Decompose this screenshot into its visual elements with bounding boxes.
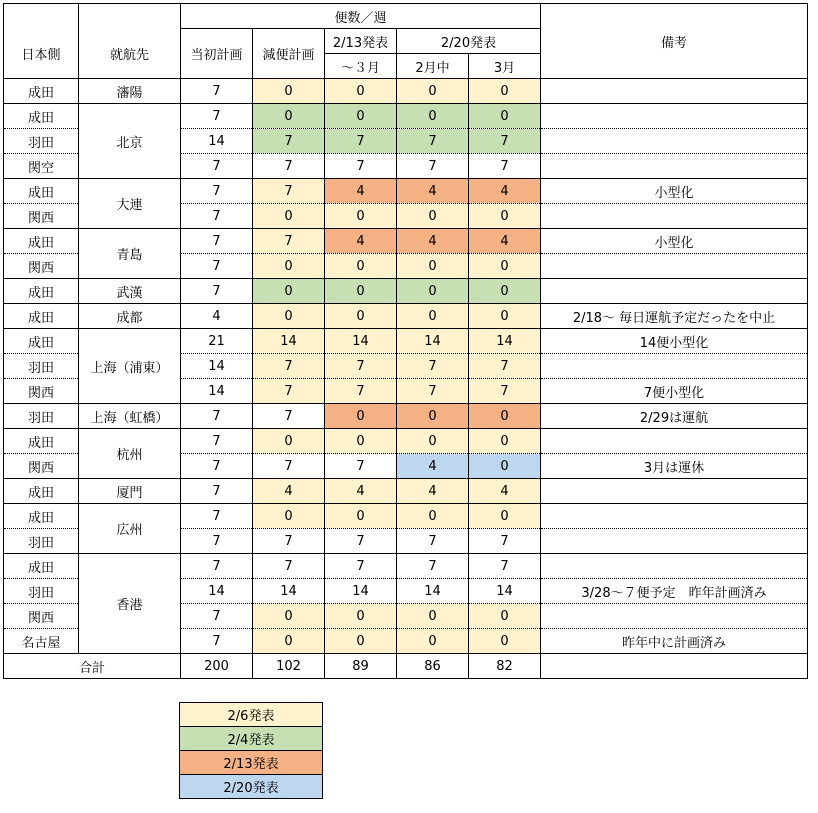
march-cell: 0 (469, 404, 541, 429)
initial-plan-cell: 7 (181, 554, 253, 579)
until-march-cell: 0 (325, 104, 397, 129)
reduced-plan-cell: 0 (253, 429, 325, 454)
march-cell: 0 (469, 279, 541, 304)
in-feb-cell: 0 (397, 304, 469, 329)
header-initial-plan: 当初計画 (181, 29, 253, 79)
destination-cell: 香港 (79, 554, 181, 654)
initial-plan-cell: 14 (181, 129, 253, 154)
march-cell: 7 (469, 529, 541, 554)
destination-cell: 上海（虹橋） (79, 404, 181, 429)
in-feb-cell: 7 (397, 554, 469, 579)
in-feb-cell: 4 (397, 454, 469, 479)
japan-side-cell: 羽田 (4, 129, 79, 154)
until-march-cell: 7 (325, 129, 397, 154)
japan-side-cell: 成田 (4, 504, 79, 529)
reduced-plan-cell: 7 (253, 554, 325, 579)
remarks-cell (541, 204, 808, 229)
japan-side-cell: 羽田 (4, 404, 79, 429)
japan-side-cell: 成田 (4, 79, 79, 104)
reduced-plan-cell: 0 (253, 604, 325, 629)
table-row (4, 429, 808, 454)
in-feb-cell: 0 (397, 79, 469, 104)
initial-plan-cell: 14 (181, 579, 253, 604)
in-feb-cell: 0 (397, 204, 469, 229)
japan-side-cell: 関西 (4, 254, 79, 279)
initial-plan-cell: 7 (181, 279, 253, 304)
header-march: 3月 (469, 54, 541, 79)
initial-plan-cell: 14 (181, 354, 253, 379)
in-feb-cell: 0 (397, 629, 469, 654)
japan-side-cell: 関西 (4, 454, 79, 479)
initial-plan-cell: 7 (181, 179, 253, 204)
table-row (4, 404, 808, 429)
remarks-cell: 3月は運休 (541, 454, 808, 479)
until-march-cell: 7 (325, 379, 397, 404)
initial-plan-cell: 21 (181, 329, 253, 354)
legend-item: 2/4発表 (180, 727, 323, 751)
japan-side-cell: 羽田 (4, 354, 79, 379)
reduced-plan-cell: 0 (253, 254, 325, 279)
march-cell: 0 (469, 504, 541, 529)
march-cell: 0 (469, 204, 541, 229)
initial-plan-cell: 7 (181, 429, 253, 454)
remarks-cell (541, 354, 808, 379)
march-cell: 14 (469, 579, 541, 604)
header-japan-side: 日本側 (4, 29, 79, 79)
march-cell: 4 (469, 179, 541, 204)
japan-side-cell: 成田 (4, 479, 79, 504)
reduced-plan-cell: 0 (253, 504, 325, 529)
initial-plan-cell: 14 (181, 379, 253, 404)
legend-item: 2/20発表 (180, 775, 323, 799)
reduced-plan-cell: 0 (253, 104, 325, 129)
table-row (4, 329, 808, 354)
march-cell: 7 (469, 354, 541, 379)
header-in-feb: 2月中 (397, 54, 469, 79)
until-march-cell: 4 (325, 179, 397, 204)
reduced-plan-cell: 7 (253, 354, 325, 379)
reduced-plan-cell: 0 (253, 279, 325, 304)
japan-side-cell: 羽田 (4, 579, 79, 604)
japan-side-cell: 成田 (4, 229, 79, 254)
japan-side-cell: 成田 (4, 554, 79, 579)
in-feb-cell: 0 (397, 279, 469, 304)
march-cell: 0 (469, 454, 541, 479)
in-feb-cell: 0 (397, 404, 469, 429)
remarks-cell (541, 79, 808, 104)
japan-side-cell: 成田 (4, 104, 79, 129)
japan-side-cell: 成田 (4, 329, 79, 354)
reduced-plan-cell: 0 (253, 304, 325, 329)
march-cell: 0 (469, 254, 541, 279)
in-feb-cell: 0 (397, 504, 469, 529)
until-march-cell: 7 (325, 554, 397, 579)
march-cell: 7 (469, 379, 541, 404)
japan-side-cell: 関西 (4, 379, 79, 404)
japan-side-cell: 関西 (4, 604, 79, 629)
until-march-cell: 0 (325, 79, 397, 104)
table-row (4, 554, 808, 579)
remarks-cell: 昨年中に計画済み (541, 629, 808, 654)
header-remarks: 備考 (541, 4, 808, 79)
header-blank (4, 4, 79, 29)
march-cell: 0 (469, 604, 541, 629)
japan-side-cell: 成田 (4, 304, 79, 329)
march-cell: 7 (469, 129, 541, 154)
reduced-plan-cell: 7 (253, 454, 325, 479)
in-feb-cell: 0 (397, 604, 469, 629)
in-feb-cell: 4 (397, 229, 469, 254)
until-march-cell: 0 (325, 304, 397, 329)
header-reduced-plan: 減便計画 (253, 29, 325, 79)
remarks-cell (541, 104, 808, 129)
header-blank (79, 4, 181, 29)
table-row (4, 229, 808, 254)
until-march-cell: 0 (325, 429, 397, 454)
in-feb-cell: 14 (397, 329, 469, 354)
reduced-plan-cell: 0 (253, 204, 325, 229)
march-cell: 0 (469, 429, 541, 454)
in-feb-cell: 0 (397, 429, 469, 454)
destination-cell: 大連 (79, 179, 181, 229)
table-row (4, 179, 808, 204)
total-reduced: 102 (253, 654, 325, 679)
japan-side-cell: 成田 (4, 429, 79, 454)
reduced-plan-cell: 7 (253, 229, 325, 254)
destination-cell: 広州 (79, 504, 181, 554)
color-legend (179, 702, 323, 799)
reduced-plan-cell: 7 (253, 129, 325, 154)
total-march: 82 (469, 654, 541, 679)
header-weekly: 便数／週 (181, 4, 541, 29)
destination-cell: 厦門 (79, 479, 181, 504)
march-cell: 4 (469, 229, 541, 254)
table-row (4, 479, 808, 504)
initial-plan-cell: 4 (181, 304, 253, 329)
destination-cell: 成都 (79, 304, 181, 329)
remarks-cell (541, 129, 808, 154)
table-row (4, 79, 808, 104)
table-row (4, 504, 808, 529)
remarks-cell (541, 604, 808, 629)
initial-plan-cell: 7 (181, 154, 253, 179)
march-cell: 0 (469, 629, 541, 654)
legend-item: 2/6発表 (180, 703, 323, 727)
in-feb-cell: 7 (397, 379, 469, 404)
until-march-cell: 7 (325, 154, 397, 179)
remarks-cell (541, 504, 808, 529)
until-march-cell: 7 (325, 354, 397, 379)
until-march-cell: 4 (325, 229, 397, 254)
initial-plan-cell: 7 (181, 79, 253, 104)
reduced-plan-cell: 0 (253, 629, 325, 654)
total-remarks (541, 654, 808, 679)
remarks-cell: 3/28～７便予定 昨年計画済み (541, 579, 808, 604)
remarks-cell: 2/18～ 毎日運航予定だったを中止 (541, 304, 808, 329)
total-label: 合計 (4, 654, 181, 679)
in-feb-cell: 7 (397, 354, 469, 379)
until-march-cell: 0 (325, 404, 397, 429)
reduced-plan-cell: 4 (253, 479, 325, 504)
until-march-cell: 14 (325, 329, 397, 354)
initial-plan-cell: 7 (181, 454, 253, 479)
initial-plan-cell: 7 (181, 504, 253, 529)
until-march-cell: 0 (325, 279, 397, 304)
reduced-plan-cell: 7 (253, 179, 325, 204)
remarks-cell (541, 479, 808, 504)
in-feb-cell: 7 (397, 154, 469, 179)
japan-side-cell: 関西 (4, 204, 79, 229)
remarks-cell: 2/29は運航 (541, 404, 808, 429)
table-row (4, 304, 808, 329)
total-row (4, 654, 808, 679)
initial-plan-cell: 7 (181, 604, 253, 629)
reduced-plan-cell: 7 (253, 379, 325, 404)
remarks-cell (541, 429, 808, 454)
initial-plan-cell: 7 (181, 254, 253, 279)
japan-side-cell: 羽田 (4, 529, 79, 554)
header-ann-0220: 2/20発表 (397, 29, 541, 54)
in-feb-cell: 0 (397, 104, 469, 129)
destination-cell: 杭州 (79, 429, 181, 479)
march-cell: 0 (469, 104, 541, 129)
destination-cell: 北京 (79, 104, 181, 179)
until-march-cell: 0 (325, 254, 397, 279)
legend-item: 2/13発表 (180, 751, 323, 775)
reduced-plan-cell: 7 (253, 529, 325, 554)
until-march-cell: 0 (325, 604, 397, 629)
initial-plan-cell: 7 (181, 629, 253, 654)
until-march-cell: 0 (325, 629, 397, 654)
remarks-cell: 小型化 (541, 229, 808, 254)
until-march-cell: 0 (325, 504, 397, 529)
reduced-plan-cell: 7 (253, 404, 325, 429)
initial-plan-cell: 7 (181, 479, 253, 504)
in-feb-cell: 7 (397, 129, 469, 154)
destination-cell: 武漢 (79, 279, 181, 304)
japan-side-cell: 関空 (4, 154, 79, 179)
japan-side-cell: 名古屋 (4, 629, 79, 654)
initial-plan-cell: 7 (181, 104, 253, 129)
in-feb-cell: 0 (397, 254, 469, 279)
march-cell: 4 (469, 479, 541, 504)
march-cell: 7 (469, 554, 541, 579)
total-until-march: 89 (325, 654, 397, 679)
until-march-cell: 4 (325, 479, 397, 504)
march-cell: 14 (469, 329, 541, 354)
remarks-cell (541, 554, 808, 579)
march-cell: 0 (469, 304, 541, 329)
destination-cell: 瀋陽 (79, 79, 181, 104)
initial-plan-cell: 7 (181, 229, 253, 254)
initial-plan-cell: 7 (181, 204, 253, 229)
remarks-cell: 小型化 (541, 179, 808, 204)
reduced-plan-cell: 14 (253, 579, 325, 604)
remarks-cell: 7便小型化 (541, 379, 808, 404)
reduced-plan-cell: 0 (253, 79, 325, 104)
in-feb-cell: 14 (397, 579, 469, 604)
remarks-cell (541, 529, 808, 554)
japan-side-cell: 成田 (4, 279, 79, 304)
march-cell: 0 (469, 79, 541, 104)
table-row (4, 104, 808, 129)
destination-cell: 青島 (79, 229, 181, 279)
remarks-cell (541, 154, 808, 179)
remarks-cell: 14便小型化 (541, 329, 808, 354)
table-row (4, 279, 808, 304)
total-in-feb: 86 (397, 654, 469, 679)
header-destination: 就航先 (79, 29, 181, 79)
remarks-cell (541, 279, 808, 304)
in-feb-cell: 4 (397, 479, 469, 504)
until-march-cell: 7 (325, 454, 397, 479)
initial-plan-cell: 7 (181, 529, 253, 554)
header-ann-0213: 2/13発表 (325, 29, 397, 54)
until-march-cell: 0 (325, 204, 397, 229)
header-until-march: ～３月 (325, 54, 397, 79)
reduced-plan-cell: 14 (253, 329, 325, 354)
initial-plan-cell: 7 (181, 404, 253, 429)
in-feb-cell: 7 (397, 529, 469, 554)
until-march-cell: 7 (325, 529, 397, 554)
march-cell: 7 (469, 154, 541, 179)
destination-cell: 上海（浦東） (79, 329, 181, 404)
japan-side-cell: 成田 (4, 179, 79, 204)
flight-schedule-table (3, 3, 808, 679)
total-initial: 200 (181, 654, 253, 679)
remarks-cell (541, 254, 808, 279)
until-march-cell: 14 (325, 579, 397, 604)
reduced-plan-cell: 7 (253, 154, 325, 179)
in-feb-cell: 4 (397, 179, 469, 204)
